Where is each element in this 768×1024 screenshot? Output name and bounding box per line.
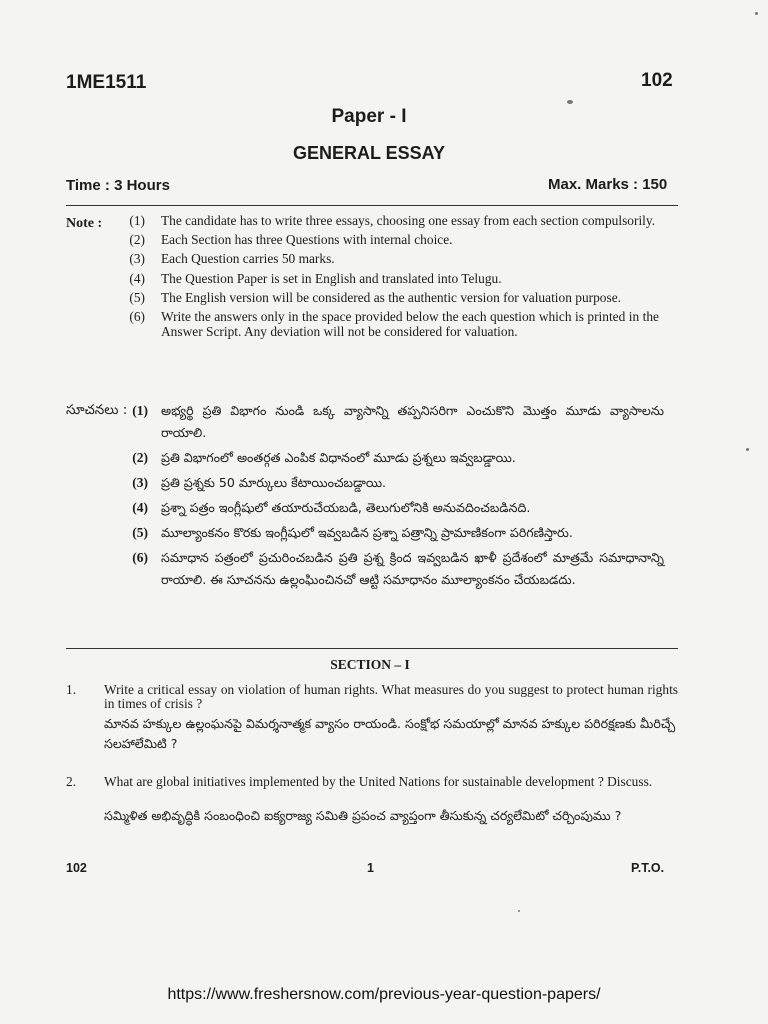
instruction-text: Each Question carries 50 marks. — [161, 251, 335, 267]
instruction-number: (3) — [132, 475, 148, 490]
instruction-number: (1) — [129, 213, 145, 228]
instruction-text: Write the answers only in the space provided below the each question which is printed in the Answer Script. Any deviation will not be considered for valuation. — [161, 308, 659, 339]
subject-title: GENERAL ESSAY — [292, 143, 446, 163]
telugu-instruction-text: మూల్యాంకనం కొరకు ఇంగ్లీషులో ఇవ్వబడిన ప్రశ్నా పత్రాన్ని ప్రామాణికంగా పరిగణిస్తారు. — [161, 525, 573, 540]
scan-speck — [755, 12, 758, 15]
instruction-text: Each Section has three Questions with internal choice. — [161, 232, 453, 248]
question-number: 1. — [66, 682, 77, 697]
instruction-number: (2) — [132, 450, 148, 465]
telugu-instructions — [66, 400, 678, 594]
instruction-number: (2) — [129, 232, 145, 248]
scan-speck — [567, 100, 573, 104]
scan-speck — [518, 910, 520, 912]
note-label: Note : — [66, 216, 103, 231]
instruction-number: (6) — [129, 308, 145, 324]
question-text-english: What are global initiatives implemented by the United Nations for sustainable development ? Discuss. — [104, 774, 653, 789]
question-text-english: Write a critical essay on violation of human rights. What measures do you suggest to protect human rights in times of crisis ? — [104, 682, 678, 711]
time-allowed: Time : 3 Hours — [66, 177, 170, 194]
telugu-instruction-item — [66, 400, 678, 444]
instruction-item — [66, 310, 678, 339]
instruction-number: (1) — [132, 403, 148, 418]
instruction-number: (3) — [129, 251, 145, 267]
page-code-bottom: 102 — [66, 861, 87, 875]
telugu-instruction-text: ప్రశ్నా పత్రం ఇంగ్లీషులో తయారుచేయబడి, తెలుగులోనికి అనువదించబడినది. — [161, 500, 531, 515]
page-number-top: 102 — [641, 70, 673, 91]
telugu-instruction-text: ప్రతి ప్రశ్నకు 50 మార్కులు కేటాయించబడ్డాయి. — [161, 475, 387, 490]
question-2 — [66, 775, 678, 789]
instruction-number: (5) — [132, 525, 148, 540]
instruction-text: The Question Paper is set in English and translated into Telugu. — [161, 270, 502, 286]
telugu-note-label: సూచనలు : — [66, 402, 128, 418]
telugu-instruction-item — [66, 522, 678, 544]
instruction-item — [66, 214, 678, 229]
telugu-instruction-item — [66, 472, 678, 494]
instruction-item — [66, 272, 678, 287]
instruction-item — [66, 252, 678, 267]
instruction-item — [66, 291, 678, 306]
instruction-item — [66, 233, 678, 248]
question-number: 2. — [66, 774, 77, 789]
paper-code: 1ME1511 — [66, 72, 147, 93]
instruction-text: The candidate has to write three essays, choosing one essay from each section compulsorily. — [161, 213, 656, 228]
paper-title: Paper - I — [331, 106, 407, 127]
telugu-instruction-text: ప్రతి విభాగంలో అంతర్గత ఎంపిక విధానంలో మూడు ప్రశ్నలు ఇవ్వబడ్డాయి. — [161, 450, 516, 465]
telugu-instruction-item — [66, 547, 678, 591]
instruction-number: (4) — [129, 270, 145, 286]
telugu-instruction-text: సమాధాన పత్రంలో ప్రచురించబడిన ప్రతి ప్రశ్న క్రింద ఇవ్వబడిన ఖాళీ ప్రదేశంలో మాత్రమే సమాధానాన్ని రాయాలి. ఈ సూచనను ఉల్లంఘించినచో ఆట్టి సమాధానం మూల్యాంకనం చేయబడదు. — [161, 550, 664, 587]
telugu-instruction-item — [66, 447, 678, 469]
instruction-number: (6) — [132, 550, 148, 565]
pto-label: P.T.O. — [631, 861, 665, 875]
instruction-number: (5) — [129, 289, 145, 305]
page-number-bottom: 1 — [367, 861, 374, 875]
telugu-instruction-text: అభ్యర్థి ప్రతి విభాగం నుండి ఒక్క వ్యాసాన్ని తప్పనిసరిగా ఎంచుకొని మొత్తం మూడు వ్యాసాలను రాయాలి. — [161, 403, 664, 440]
scan-speck — [746, 448, 749, 451]
header-rule — [66, 205, 678, 206]
source-url[interactable]: https://www.freshersnow.com/previous-year-question-papers/ — [167, 986, 601, 1003]
section-title: SECTION – I — [330, 657, 410, 672]
max-marks: Max. Marks : 150 — [548, 176, 668, 193]
question-1-telugu: మానవ హక్కుల ఉల్లంఘనపై విమర్శనాత్మక వ్యాసం రాయండి. సంక్షోభ సమయాల్లో మానవ హక్కుల పరిరక్షణకు మీరిచ్చే సలహాలేమిటి ? — [104, 716, 676, 751]
instruction-text: The English version will be considered as the authentic version for valuation purpose. — [161, 289, 621, 305]
section-rule — [66, 648, 678, 649]
english-instructions — [66, 214, 678, 344]
question-2-telugu: సమ్మిళిత అభివృద్ధికి సంబంధించి ఐక్యరాజ్య సమితి ప్రపంచ వ్యాప్తంగా తీసుకున్న చర్యలేమిటో చర్చింపుము ? — [104, 808, 622, 823]
instruction-number: (4) — [132, 500, 148, 515]
telugu-instruction-item — [66, 497, 678, 519]
question-1 — [66, 683, 678, 711]
